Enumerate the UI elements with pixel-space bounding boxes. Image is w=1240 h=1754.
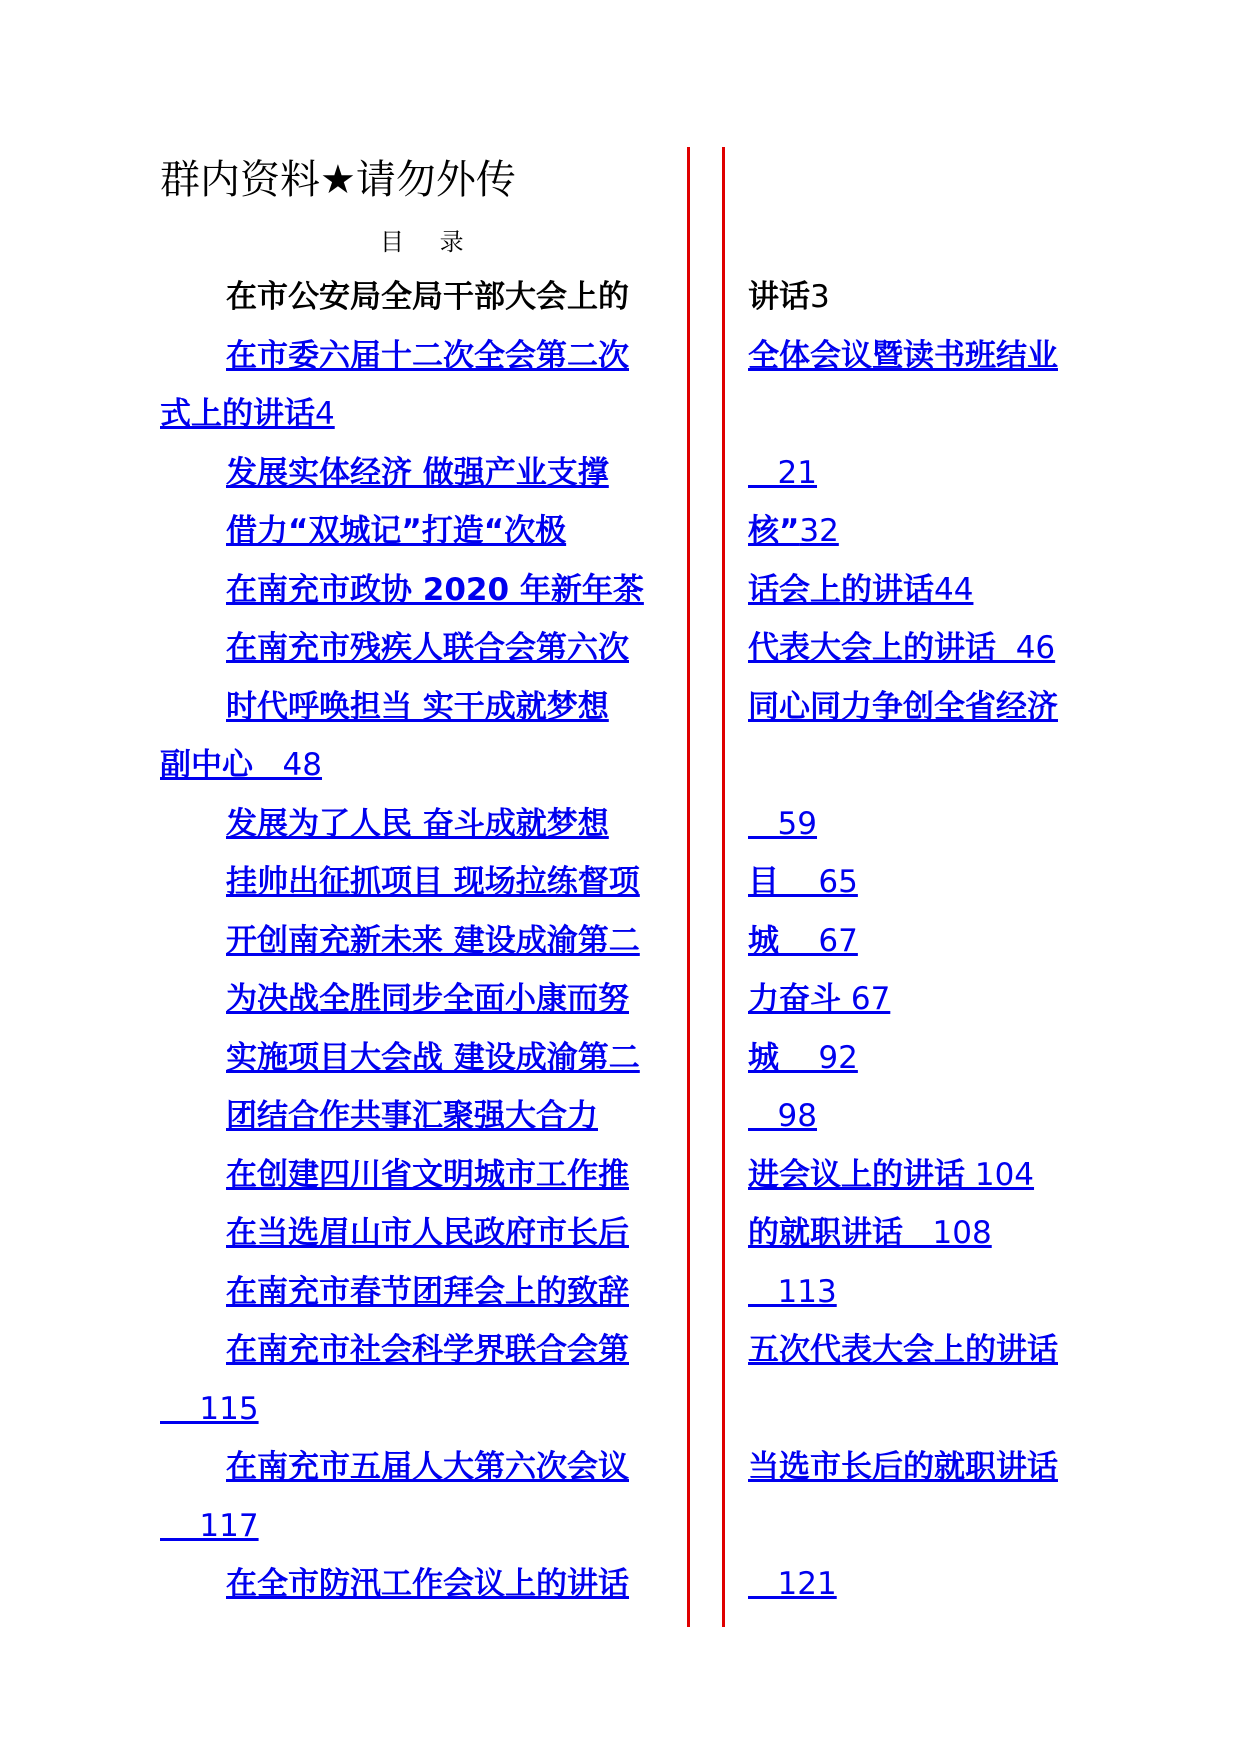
toc-page-number: 3 bbox=[810, 279, 830, 315]
toc-entry-link[interactable] bbox=[226, 864, 640, 900]
toc-right-line bbox=[748, 1029, 1088, 1088]
toc-left-line bbox=[160, 912, 680, 971]
toc-right-line bbox=[748, 1497, 1088, 1556]
toc-right-line bbox=[748, 1438, 1088, 1497]
toc-left-line bbox=[160, 1380, 680, 1439]
toc-entry-link[interactable] bbox=[160, 1508, 259, 1544]
toc-entry-link[interactable] bbox=[748, 806, 817, 842]
toc-page-number: 113 bbox=[748, 1273, 837, 1310]
toc-entry-link[interactable] bbox=[160, 396, 335, 432]
toc-entry-title: 在南充市残疾人联合会第六次 bbox=[226, 630, 629, 666]
toc-entry-title: 同心同力争创全省经济 bbox=[748, 688, 1058, 725]
toc-entry-title: 在南充市五届人大第六次会议 bbox=[226, 1449, 629, 1485]
toc-entry-link[interactable] bbox=[748, 572, 973, 608]
toc-entry-link[interactable] bbox=[226, 689, 609, 725]
divider-line-right bbox=[722, 147, 725, 1627]
toc-entry-title: 在创建四川省文明城市工作推 bbox=[226, 1156, 629, 1193]
toc-left-line bbox=[160, 1204, 680, 1263]
toc-entry-link[interactable] bbox=[226, 1040, 640, 1076]
toc-entry-link[interactable] bbox=[226, 1566, 629, 1602]
toc-entry-link[interactable] bbox=[226, 1215, 629, 1251]
toc-entry-title: 在市公安局全局干部大会上的 bbox=[226, 279, 629, 315]
toc-right-line bbox=[748, 1321, 1088, 1380]
toc-page-number: 48 bbox=[253, 747, 323, 783]
toc-entry-title: 借力“双城记”打造“次极 bbox=[226, 513, 567, 549]
toc-entry-title: 五次代表大会上的讲话 bbox=[748, 1332, 1058, 1368]
toc-left-line bbox=[160, 1087, 680, 1146]
toc-entry-title: 副中心 bbox=[160, 747, 253, 783]
toc-left-line bbox=[160, 795, 680, 854]
toc-entry-link[interactable] bbox=[226, 572, 644, 608]
toc-left-column bbox=[160, 268, 680, 1614]
toc-entry-title: 团结合作共事汇聚强大合力 bbox=[226, 1098, 598, 1134]
toc-page-number: 115 bbox=[160, 1390, 259, 1427]
toc-entry-link[interactable] bbox=[748, 279, 830, 315]
toc-page-number: 65 bbox=[779, 864, 858, 900]
toc-entry-title: 在市委六届十二次全会第二次 bbox=[226, 337, 629, 374]
toc-entry-link[interactable] bbox=[160, 747, 322, 783]
toc-page-number: 32 bbox=[799, 513, 839, 549]
toc-page-number: 104 bbox=[965, 1156, 1035, 1193]
toc-entry-link[interactable] bbox=[226, 455, 609, 491]
toc-right-line bbox=[748, 1263, 1088, 1322]
toc-left-line bbox=[160, 444, 680, 503]
toc-left-line bbox=[160, 970, 680, 1029]
toc-right-line bbox=[748, 853, 1088, 912]
toc-page-number: 59 bbox=[748, 805, 818, 842]
toc-page-number: 46 bbox=[996, 630, 1056, 666]
toc-entry-title: 实施项目大会战 建设成渝第二 bbox=[226, 1039, 640, 1076]
toc-entry-link[interactable] bbox=[748, 338, 1058, 374]
toc-left-line bbox=[160, 561, 680, 620]
toc-right-line bbox=[748, 736, 1088, 795]
toc-left-line bbox=[160, 1263, 680, 1322]
toc-right-line bbox=[748, 619, 1088, 678]
toc-entry-title: 当选市长后的就职讲话 bbox=[748, 1449, 1058, 1485]
toc-left-line bbox=[160, 385, 680, 444]
toc-page-number: 44 bbox=[934, 571, 974, 608]
toc-entry-link[interactable] bbox=[748, 1332, 1058, 1368]
toc-entry-title: 发展实体经济 做强产业支撑 bbox=[226, 454, 609, 491]
toc-entry-link[interactable] bbox=[160, 1391, 259, 1427]
toc-entry-link[interactable] bbox=[748, 864, 858, 900]
toc-entry-title: 力奋斗 bbox=[748, 981, 841, 1017]
toc-left-line bbox=[160, 619, 680, 678]
toc-entry-link[interactable] bbox=[748, 1157, 1034, 1193]
toc-left-line bbox=[160, 1146, 680, 1205]
toc-right-line bbox=[748, 444, 1088, 503]
document-header: 群内资料★请勿外传 bbox=[160, 157, 516, 203]
toc-left-line bbox=[160, 1438, 680, 1497]
toc-right-line bbox=[748, 1146, 1088, 1205]
toc-entry-title: 在全市防汛工作会议上的讲话 bbox=[226, 1566, 629, 1602]
toc-entry-title: 城 bbox=[748, 922, 779, 959]
toc-entry-title: 式上的讲话 bbox=[160, 396, 315, 432]
toc-page-number: 92 bbox=[779, 1039, 858, 1076]
toc-entry-title: 话会上的讲话 bbox=[748, 571, 934, 608]
toc-page-number: 98 bbox=[748, 1098, 818, 1134]
toc-right-line bbox=[748, 327, 1088, 386]
toc-right-line bbox=[748, 561, 1088, 620]
toc-page-number: 108 bbox=[903, 1215, 992, 1251]
toc-title: 目 录 bbox=[380, 228, 478, 256]
toc-entry-link[interactable] bbox=[748, 1098, 817, 1134]
toc-entry-title: 城 bbox=[748, 1039, 779, 1076]
toc-entry-link[interactable] bbox=[226, 981, 629, 1017]
toc-entry-title: 在当选眉山市人民政府市长后 bbox=[226, 1215, 629, 1251]
toc-page-number: 4 bbox=[315, 396, 335, 432]
divider-line-left bbox=[687, 147, 690, 1627]
toc-entry-link[interactable] bbox=[748, 1566, 837, 1602]
toc-entry-title: 在南充市社会科学界联合会第 bbox=[226, 1332, 629, 1368]
toc-entry-title: 发展为了人民 奋斗成就梦想 bbox=[226, 805, 609, 842]
toc-page-number: 117 bbox=[160, 1507, 259, 1544]
toc-entry-link[interactable] bbox=[748, 689, 1058, 725]
toc-entry-title: 的就职讲话 bbox=[748, 1215, 903, 1251]
toc-entry-link[interactable] bbox=[226, 513, 566, 549]
toc-entry-title: 核” bbox=[748, 513, 800, 549]
toc-right-line bbox=[748, 385, 1088, 444]
toc-entry-link[interactable] bbox=[748, 630, 1055, 666]
toc-right-line bbox=[748, 678, 1088, 737]
toc-entry-link[interactable] bbox=[226, 923, 640, 959]
toc-entry-link[interactable] bbox=[226, 1332, 629, 1368]
toc-entry-title: 代表大会上的讲话 bbox=[748, 630, 996, 666]
toc-entry-link[interactable] bbox=[226, 1449, 629, 1485]
toc-entry-link[interactable] bbox=[748, 513, 839, 549]
toc-entry-title: 目 bbox=[748, 864, 779, 900]
toc-entry-title: 进会议上的讲话 bbox=[748, 1156, 965, 1193]
toc-entry-link[interactable] bbox=[226, 1098, 598, 1134]
toc-entry-title: 时代呼唤担当 实干成就梦想 bbox=[226, 688, 609, 725]
toc-right-line bbox=[748, 268, 1088, 327]
toc-right-line bbox=[748, 502, 1088, 561]
toc-entry-link[interactable] bbox=[226, 279, 629, 315]
toc-entry-link[interactable] bbox=[748, 981, 890, 1017]
toc-entry-link[interactable] bbox=[748, 1449, 1058, 1485]
toc-left-line bbox=[160, 736, 680, 795]
toc-left-line bbox=[160, 268, 680, 327]
toc-entry-link[interactable] bbox=[748, 1274, 837, 1310]
toc-page-number: 67 bbox=[779, 922, 858, 959]
toc-left-line bbox=[160, 1555, 680, 1614]
toc-entry-title: 在南充市春节团拜会上的致辞 bbox=[226, 1273, 629, 1310]
toc-entry-link[interactable] bbox=[748, 455, 817, 491]
toc-page-number: 21 bbox=[748, 454, 818, 491]
toc-left-line bbox=[160, 678, 680, 737]
toc-entry-title: 开创南充新未来 建设成渝第二 bbox=[226, 922, 640, 959]
toc-left-line bbox=[160, 502, 680, 561]
toc-left-line bbox=[160, 1497, 680, 1556]
toc-entry-link[interactable] bbox=[226, 630, 629, 666]
toc-right-line bbox=[748, 912, 1088, 971]
toc-page-number: 121 bbox=[748, 1566, 837, 1602]
toc-entry-link[interactable] bbox=[226, 806, 609, 842]
toc-left-line bbox=[160, 853, 680, 912]
toc-entry-title: 挂帅出征抓项目 现场拉练督项 bbox=[226, 864, 640, 900]
toc-entry-link[interactable] bbox=[748, 1040, 858, 1076]
toc-entry-title: 在南充市政协 2020 年新年茶 bbox=[226, 571, 644, 608]
toc-right-line bbox=[748, 970, 1088, 1029]
toc-right-column bbox=[748, 268, 1088, 1614]
toc-left-line bbox=[160, 1321, 680, 1380]
toc-entry-link[interactable] bbox=[226, 338, 629, 374]
toc-left-line bbox=[160, 1029, 680, 1088]
toc-right-line bbox=[748, 1204, 1088, 1263]
toc-page-number: 67 bbox=[841, 981, 891, 1017]
toc-entry-link[interactable] bbox=[748, 1215, 992, 1251]
toc-right-line bbox=[748, 795, 1088, 854]
toc-entry-link[interactable] bbox=[226, 1274, 629, 1310]
toc-entry-title: 讲话 bbox=[748, 279, 810, 315]
toc-left-line bbox=[160, 327, 680, 386]
toc-entry-title: 全体会议暨读书班结业 bbox=[748, 337, 1058, 374]
toc-right-line bbox=[748, 1087, 1088, 1146]
toc-right-line bbox=[748, 1380, 1088, 1439]
toc-entry-link[interactable] bbox=[226, 1157, 629, 1193]
toc-entry-link[interactable] bbox=[748, 923, 858, 959]
toc-entry-title: 为决战全胜同步全面小康而努 bbox=[226, 981, 629, 1017]
toc-right-line bbox=[748, 1555, 1088, 1614]
